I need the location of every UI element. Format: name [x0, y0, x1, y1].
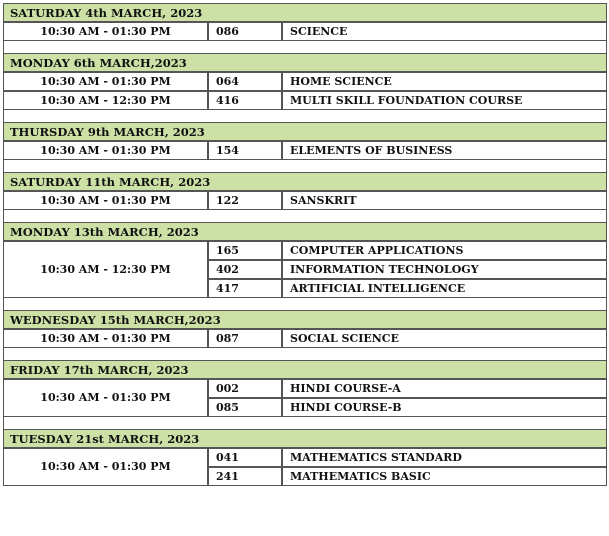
exam-time: 10:30 AM - 01:30 PM	[3, 379, 208, 417]
subject-name: ARTIFICIAL INTELLIGENCE	[282, 279, 607, 298]
subject-name: MATHEMATICS STANDARD	[282, 448, 607, 467]
spacer-row	[3, 41, 607, 53]
date-header: MONDAY 13th MARCH, 2023	[3, 222, 607, 241]
exam-time: 10:30 AM - 12:30 PM	[3, 91, 208, 110]
subject-name: COMPUTER APPLICATIONS	[282, 241, 607, 260]
subject-code: 122	[208, 191, 282, 210]
subject-code: 165	[208, 241, 282, 260]
subject-name: INFORMATION TECHNOLOGY	[282, 260, 607, 279]
exam-time: 10:30 AM - 01:30 PM	[3, 141, 208, 160]
subject-code: 402	[208, 260, 282, 279]
exam-time: 10:30 AM - 01:30 PM	[3, 191, 208, 210]
date-header: FRIDAY 17th MARCH, 2023	[3, 360, 607, 379]
exam-time: 10:30 AM - 01:30 PM	[3, 22, 208, 41]
subject-name: HOME SCIENCE	[282, 72, 607, 91]
subject-code: 154	[208, 141, 282, 160]
date-header: WEDNESDAY 15th MARCH,2023	[3, 310, 607, 329]
exam-time: 10:30 AM - 12:30 PM	[3, 241, 208, 298]
subject-code: 002	[208, 379, 282, 398]
subject-name: HINDI COURSE-B	[282, 398, 607, 417]
subject-code: 064	[208, 72, 282, 91]
spacer-row	[3, 298, 607, 310]
date-header: THURSDAY 9th MARCH, 2023	[3, 122, 607, 141]
subject-name: MATHEMATICS BASIC	[282, 467, 607, 486]
subject-code: 416	[208, 91, 282, 110]
subject-name: SCIENCE	[282, 22, 607, 41]
subject-name: ELEMENTS OF BUSINESS	[282, 141, 607, 160]
subject-name: HINDI COURSE-A	[282, 379, 607, 398]
spacer-row	[3, 210, 607, 222]
subject-code: 417	[208, 279, 282, 298]
date-header: TUESDAY 21st MARCH, 2023	[3, 429, 607, 448]
subject-code: 085	[208, 398, 282, 417]
subject-code: 087	[208, 329, 282, 348]
exam-time: 10:30 AM - 01:30 PM	[3, 72, 208, 91]
spacer-row	[3, 348, 607, 360]
subject-name: SOCIAL SCIENCE	[282, 329, 607, 348]
date-header: SATURDAY 11th MARCH, 2023	[3, 172, 607, 191]
subject-code: 241	[208, 467, 282, 486]
subject-name: MULTI SKILL FOUNDATION COURSE	[282, 91, 607, 110]
spacer-row	[3, 417, 607, 429]
subject-name: SANSKRIT	[282, 191, 607, 210]
exam-time: 10:30 AM - 01:30 PM	[3, 329, 208, 348]
exam-time: 10:30 AM - 01:30 PM	[3, 448, 208, 486]
spacer-row	[3, 160, 607, 172]
spacer-row	[3, 110, 607, 122]
date-header: MONDAY 6th MARCH,2023	[3, 53, 607, 72]
subject-code: 041	[208, 448, 282, 467]
subject-code: 086	[208, 22, 282, 41]
date-header: SATURDAY 4th MARCH, 2023	[3, 3, 607, 22]
